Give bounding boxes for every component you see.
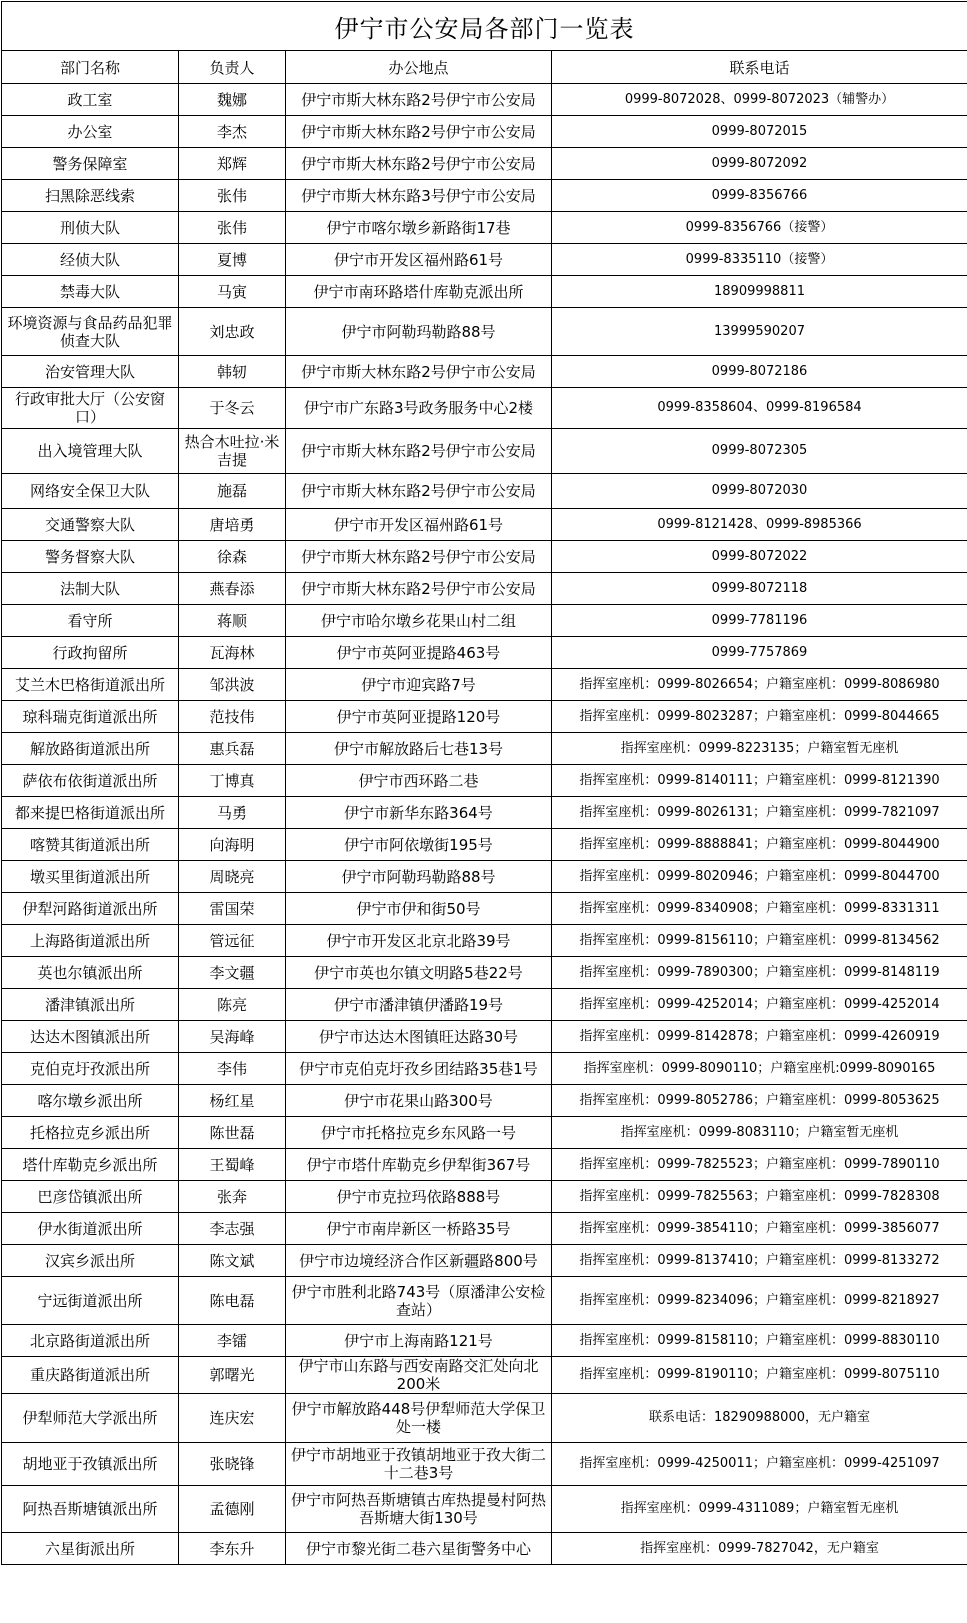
- contact-phone: 指挥室座机：0999-8052786；户籍室座机：0999-8053625: [552, 1085, 967, 1117]
- office-address: 伊宁市阿热吾斯塘镇古库热提曼村阿热吾斯塘大街130号: [286, 1486, 552, 1533]
- contact-phone: 指挥室座机：0999-7825523；户籍室座机：0999-7890110: [552, 1149, 967, 1181]
- table-row: [2, 388, 967, 429]
- table-row: [2, 474, 967, 509]
- contact-phone: 指挥室座机：0999-8158110；户籍室座机：0999-8830110: [552, 1325, 967, 1357]
- department-name: 伊水街道派出所: [2, 1213, 179, 1245]
- header-address: 办公地点: [286, 51, 552, 84]
- department-name: 经侦大队: [2, 244, 179, 276]
- table-row: [2, 356, 967, 388]
- person-in-charge: 热合木吐拉·米吉提: [179, 429, 286, 474]
- table-row: [2, 1053, 967, 1085]
- person-in-charge: 杨红星: [179, 1085, 286, 1117]
- contact-phone: 0999-8358604、0999-8196584: [552, 388, 967, 429]
- office-address: 伊宁市伊和街50号: [286, 893, 552, 925]
- person-in-charge: 李杰: [179, 116, 286, 148]
- person-in-charge: 张伟: [179, 180, 286, 212]
- contact-phone: 指挥室座机：0999-8190110；户籍室座机：0999-8075110: [552, 1357, 967, 1394]
- contact-phone: 指挥室座机：0999-7890300；户籍室座机：0999-8148119: [552, 957, 967, 989]
- person-in-charge: 张晓锋: [179, 1443, 286, 1486]
- header-person: 负责人: [179, 51, 286, 84]
- department-name: 潘津镇派出所: [2, 989, 179, 1021]
- office-address: 伊宁市英阿亚提路120号: [286, 701, 552, 733]
- person-in-charge: 吴海峰: [179, 1021, 286, 1053]
- person-in-charge: 张伟: [179, 212, 286, 244]
- contact-phone: 18909998811: [552, 276, 967, 308]
- office-address: 伊宁市塔什库勒克乡伊犁街367号: [286, 1149, 552, 1181]
- office-address: 伊宁市斯大林东路2号伊宁市公安局: [286, 474, 552, 509]
- contact-phone: 0999-7781196: [552, 605, 967, 637]
- office-address: 伊宁市斯大林东路2号伊宁市公安局: [286, 84, 552, 116]
- contact-phone: 指挥室座机：0999-8234096；户籍室座机：0999-8218927: [552, 1277, 967, 1325]
- office-address: 伊宁市斯大林东路2号伊宁市公安局: [286, 356, 552, 388]
- table-row: [2, 308, 967, 356]
- person-in-charge: 范技伟: [179, 701, 286, 733]
- office-address: 伊宁市克拉玛依路888号: [286, 1181, 552, 1213]
- office-address: 伊宁市潘津镇伊潘路19号: [286, 989, 552, 1021]
- department-name: 北京路街道派出所: [2, 1325, 179, 1357]
- office-address: 伊宁市哈尔墩乡花果山村二组: [286, 605, 552, 637]
- header-row: [2, 51, 967, 84]
- department-name: 重庆路街道派出所: [2, 1357, 179, 1394]
- contact-phone: 0999-8356766: [552, 180, 967, 212]
- department-name: 六星街派出所: [2, 1533, 179, 1565]
- table-row: [2, 765, 967, 797]
- table-row: [2, 605, 967, 637]
- office-address: 伊宁市克伯克圩孜乡团结路35巷1号: [286, 1053, 552, 1085]
- contact-phone: 0999-8335110（接警）: [552, 244, 967, 276]
- contact-phone: 指挥室座机：0999-8023287；户籍室座机：0999-8044665: [552, 701, 967, 733]
- table-row: [2, 276, 967, 308]
- table-row: [2, 797, 967, 829]
- department-name: 宁远街道派出所: [2, 1277, 179, 1325]
- department-name: 警务督察大队: [2, 541, 179, 573]
- table-row: [2, 637, 967, 669]
- person-in-charge: 蒋顺: [179, 605, 286, 637]
- table-row: [2, 1149, 967, 1181]
- contact-phone: 0999-7757869: [552, 637, 967, 669]
- department-name: 达达木图镇派出所: [2, 1021, 179, 1053]
- contact-phone: 0999-8072118: [552, 573, 967, 605]
- contact-phone: 指挥室座机：0999-8026131；户籍室座机：0999-7821097: [552, 797, 967, 829]
- header-department: 部门名称: [2, 51, 179, 84]
- office-address: 伊宁市南环路塔什库勒克派出所: [286, 276, 552, 308]
- table-row: [2, 1085, 967, 1117]
- person-in-charge: 管远征: [179, 925, 286, 957]
- table-row: [2, 829, 967, 861]
- office-address: 伊宁市阿勒玛勒路88号: [286, 308, 552, 356]
- department-name: 萨依布依街道派出所: [2, 765, 179, 797]
- contact-phone: 指挥室座机：0999-4252014；户籍室座机：0999-4252014: [552, 989, 967, 1021]
- person-in-charge: 向海明: [179, 829, 286, 861]
- contact-phone: 指挥室座机：0999-8137410；户籍室座机：0999-8133272: [552, 1245, 967, 1277]
- person-in-charge: 李文疆: [179, 957, 286, 989]
- table-row: [2, 541, 967, 573]
- office-address: 伊宁市英也尔镇文明路5巷22号: [286, 957, 552, 989]
- office-address: 伊宁市黎光街二巷六星街警务中心: [286, 1533, 552, 1565]
- table-row: [2, 1021, 967, 1053]
- table-row: [2, 1533, 967, 1565]
- department-name: 墩买里街道派出所: [2, 861, 179, 893]
- department-sheet: [1, 1, 967, 1565]
- table-row: [2, 893, 967, 925]
- contact-phone: 指挥室座机：0999-8020946；户籍室座机：0999-8044700: [552, 861, 967, 893]
- table-row: [2, 1213, 967, 1245]
- person-in-charge: 惠兵磊: [179, 733, 286, 765]
- department-name: 胡地亚于孜镇派出所: [2, 1443, 179, 1486]
- table-row: [2, 1357, 967, 1394]
- department-name: 扫黑除恶线索: [2, 180, 179, 212]
- office-address: 伊宁市开发区福州路61号: [286, 244, 552, 276]
- contact-phone: 指挥室座机：0999-8156110；户籍室座机：0999-8134562: [552, 925, 967, 957]
- table-row: [2, 244, 967, 276]
- office-address: 伊宁市解放路后七巷13号: [286, 733, 552, 765]
- contact-phone: 0999-8072030: [552, 474, 967, 509]
- contact-phone: 指挥室座机：0999-4250011；户籍室座机：0999-4251097: [552, 1443, 967, 1486]
- department-name: 解放路街道派出所: [2, 733, 179, 765]
- department-name: 上海路街道派出所: [2, 925, 179, 957]
- office-address: 伊宁市胜利北路743号（原潘津公安检查站）: [286, 1277, 552, 1325]
- table-row: [2, 1325, 967, 1357]
- office-address: 伊宁市达达木图镇旺达路30号: [286, 1021, 552, 1053]
- contact-phone: 指挥室座机：0999-7827042，无户籍室: [552, 1533, 967, 1565]
- office-address: 伊宁市开发区北京北路39号: [286, 925, 552, 957]
- office-address: 伊宁市新华东路364号: [286, 797, 552, 829]
- department-name: 刑侦大队: [2, 212, 179, 244]
- table-row: [2, 116, 967, 148]
- table-row: [2, 1117, 967, 1149]
- contact-phone: 0999-8072028、0999-8072023（辅警办）: [552, 84, 967, 116]
- office-address: 伊宁市边境经济合作区新疆路800号: [286, 1245, 552, 1277]
- department-name: 治安管理大队: [2, 356, 179, 388]
- table-row: [2, 1181, 967, 1213]
- header-phone: 联系电话: [552, 51, 967, 84]
- contact-phone: 指挥室座机：0999-8083110；户籍室暂无座机: [552, 1117, 967, 1149]
- department-name: 禁毒大队: [2, 276, 179, 308]
- contact-phone: 指挥室座机：0999-8140111；户籍室座机：0999-8121390: [552, 765, 967, 797]
- department-name: 琼科瑞克街道派出所: [2, 701, 179, 733]
- department-name: 法制大队: [2, 573, 179, 605]
- department-name: 交通警察大队: [2, 509, 179, 541]
- department-name: 喀尔墩乡派出所: [2, 1085, 179, 1117]
- contact-phone: 13999590207: [552, 308, 967, 356]
- table-row: [2, 429, 967, 474]
- department-name: 阿热吾斯塘镇派出所: [2, 1486, 179, 1533]
- department-name: 网络安全保卫大队: [2, 474, 179, 509]
- office-address: 伊宁市花果山路300号: [286, 1085, 552, 1117]
- department-name: 托格拉克乡派出所: [2, 1117, 179, 1149]
- table-row: [2, 509, 967, 541]
- person-in-charge: 周晓亮: [179, 861, 286, 893]
- department-name: 行政拘留所: [2, 637, 179, 669]
- department-name: 巴彦岱镇派出所: [2, 1181, 179, 1213]
- person-in-charge: 陈文斌: [179, 1245, 286, 1277]
- table-row: [2, 1486, 967, 1533]
- office-address: 伊宁市广东路3号政务服务中心2楼: [286, 388, 552, 429]
- person-in-charge: 陈亮: [179, 989, 286, 1021]
- contact-phone: 0999-8072015: [552, 116, 967, 148]
- department-name: 政工室: [2, 84, 179, 116]
- contact-phone: 指挥室座机：0999-8142878；户籍室座机：0999-4260919: [552, 1021, 967, 1053]
- office-address: 伊宁市英阿亚提路463号: [286, 637, 552, 669]
- person-in-charge: 徐森: [179, 541, 286, 573]
- table-row: [2, 1277, 967, 1325]
- office-address: 伊宁市南岸新区一桥路35号: [286, 1213, 552, 1245]
- person-in-charge: 张奔: [179, 1181, 286, 1213]
- table-row: [2, 573, 967, 605]
- contact-phone: 0999-8072092: [552, 148, 967, 180]
- table-row: [2, 180, 967, 212]
- person-in-charge: 陈电磊: [179, 1277, 286, 1325]
- office-address: 伊宁市胡地亚于孜镇胡地亚于孜大街二十二巷3号: [286, 1443, 552, 1486]
- department-name: 都来提巴格街道派出所: [2, 797, 179, 829]
- person-in-charge: 施磊: [179, 474, 286, 509]
- person-in-charge: 瓦海林: [179, 637, 286, 669]
- person-in-charge: 魏娜: [179, 84, 286, 116]
- contact-phone: 0999-8072305: [552, 429, 967, 474]
- table-row: [2, 669, 967, 701]
- table-row: [2, 1394, 967, 1443]
- table-row: [2, 1443, 967, 1486]
- department-name: 伊犁师范大学派出所: [2, 1394, 179, 1443]
- office-address: 伊宁市上海南路121号: [286, 1325, 552, 1357]
- person-in-charge: 李东升: [179, 1533, 286, 1565]
- department-name: 警务保障室: [2, 148, 179, 180]
- person-in-charge: 韩轫: [179, 356, 286, 388]
- contact-phone: 指挥室座机：0999-3854110；户籍室座机：0999-3856077: [552, 1213, 967, 1245]
- contact-phone: 指挥室座机：0999-7825563；户籍室座机：0999-7828308: [552, 1181, 967, 1213]
- person-in-charge: 夏博: [179, 244, 286, 276]
- office-address: 伊宁市斯大林东路2号伊宁市公安局: [286, 148, 552, 180]
- person-in-charge: 雷国荣: [179, 893, 286, 925]
- person-in-charge: 丁博真: [179, 765, 286, 797]
- office-address: 伊宁市斯大林东路3号伊宁市公安局: [286, 180, 552, 212]
- person-in-charge: 李志强: [179, 1213, 286, 1245]
- office-address: 伊宁市阿依墩街195号: [286, 829, 552, 861]
- contact-phone: 指挥室座机：0999-4311089；户籍室暂无座机: [552, 1486, 967, 1533]
- person-in-charge: 陈世磊: [179, 1117, 286, 1149]
- office-address: 伊宁市阿勒玛勒路88号: [286, 861, 552, 893]
- person-in-charge: 王蜀峰: [179, 1149, 286, 1181]
- contact-phone: 指挥室座机：0999-8888841；户籍室座机：0999-8044900: [552, 829, 967, 861]
- department-name: 克伯克圩孜派出所: [2, 1053, 179, 1085]
- person-in-charge: 燕春添: [179, 573, 286, 605]
- department-name: 艾兰木巴格街道派出所: [2, 669, 179, 701]
- department-name: 喀赞其街道派出所: [2, 829, 179, 861]
- person-in-charge: 郭曙光: [179, 1357, 286, 1394]
- office-address: 伊宁市喀尔墩乡新路街17巷: [286, 212, 552, 244]
- table-row: [2, 1245, 967, 1277]
- office-address: 伊宁市迎宾路7号: [286, 669, 552, 701]
- table-row: [2, 84, 967, 116]
- contact-phone: 0999-8356766（接警）: [552, 212, 967, 244]
- office-address: 伊宁市西环路二巷: [286, 765, 552, 797]
- office-address: 伊宁市开发区福州路61号: [286, 509, 552, 541]
- department-name: 环境资源与食品药品犯罪侦查大队: [2, 308, 179, 356]
- person-in-charge: 马勇: [179, 797, 286, 829]
- contact-phone: 指挥室座机：0999-8090110；户籍室座机:0999-8090165: [552, 1053, 967, 1085]
- table-row: [2, 925, 967, 957]
- contact-phone: 指挥室座机：0999-8026654；户籍室座机：0999-8086980: [552, 669, 967, 701]
- table-row: [2, 861, 967, 893]
- table-row: [2, 733, 967, 765]
- contact-phone: 指挥室座机：0999-8340908；户籍室座机：0999-8331311: [552, 893, 967, 925]
- office-address: 伊宁市斯大林东路2号伊宁市公安局: [286, 573, 552, 605]
- person-in-charge: 李伟: [179, 1053, 286, 1085]
- department-name: 英也尔镇派出所: [2, 957, 179, 989]
- person-in-charge: 于冬云: [179, 388, 286, 429]
- office-address: 伊宁市斯大林东路2号伊宁市公安局: [286, 429, 552, 474]
- office-address: 伊宁市山东路与西安南路交汇处向北200米: [286, 1357, 552, 1394]
- person-in-charge: 孟德刚: [179, 1486, 286, 1533]
- table-title: 伊宁市公安局各部门一览表: [2, 2, 967, 51]
- person-in-charge: 连庆宏: [179, 1394, 286, 1443]
- department-name: 行政审批大厅（公安窗口）: [2, 388, 179, 429]
- department-name: 汉宾乡派出所: [2, 1245, 179, 1277]
- table-row: [2, 989, 967, 1021]
- office-address: 伊宁市托格拉克乡东风路一号: [286, 1117, 552, 1149]
- department-name: 办公室: [2, 116, 179, 148]
- office-address: 伊宁市解放路448号伊犁师范大学保卫处一楼: [286, 1394, 552, 1443]
- office-address: 伊宁市斯大林东路2号伊宁市公安局: [286, 116, 552, 148]
- person-in-charge: 刘忠政: [179, 308, 286, 356]
- office-address: 伊宁市斯大林东路2号伊宁市公安局: [286, 541, 552, 573]
- department-name: 出入境管理大队: [2, 429, 179, 474]
- table-row: [2, 701, 967, 733]
- contact-phone: 联系电话：18290988000，无户籍室: [552, 1394, 967, 1443]
- person-in-charge: 李镭: [179, 1325, 286, 1357]
- contact-phone: 0999-8072186: [552, 356, 967, 388]
- department-name: 看守所: [2, 605, 179, 637]
- person-in-charge: 唐培勇: [179, 509, 286, 541]
- contact-phone: 0999-8072022: [552, 541, 967, 573]
- table-row: [2, 957, 967, 989]
- contact-phone: 0999-8121428、0999-8985366: [552, 509, 967, 541]
- department-name: 塔什库勒克乡派出所: [2, 1149, 179, 1181]
- person-in-charge: 马寅: [179, 276, 286, 308]
- department-name: 伊犁河路街道派出所: [2, 893, 179, 925]
- table-row: [2, 212, 967, 244]
- department-table: [1, 1, 967, 1565]
- table-row: [2, 148, 967, 180]
- person-in-charge: 邹洪波: [179, 669, 286, 701]
- person-in-charge: 郑辉: [179, 148, 286, 180]
- contact-phone: 指挥室座机：0999-8223135；户籍室暂无座机: [552, 733, 967, 765]
